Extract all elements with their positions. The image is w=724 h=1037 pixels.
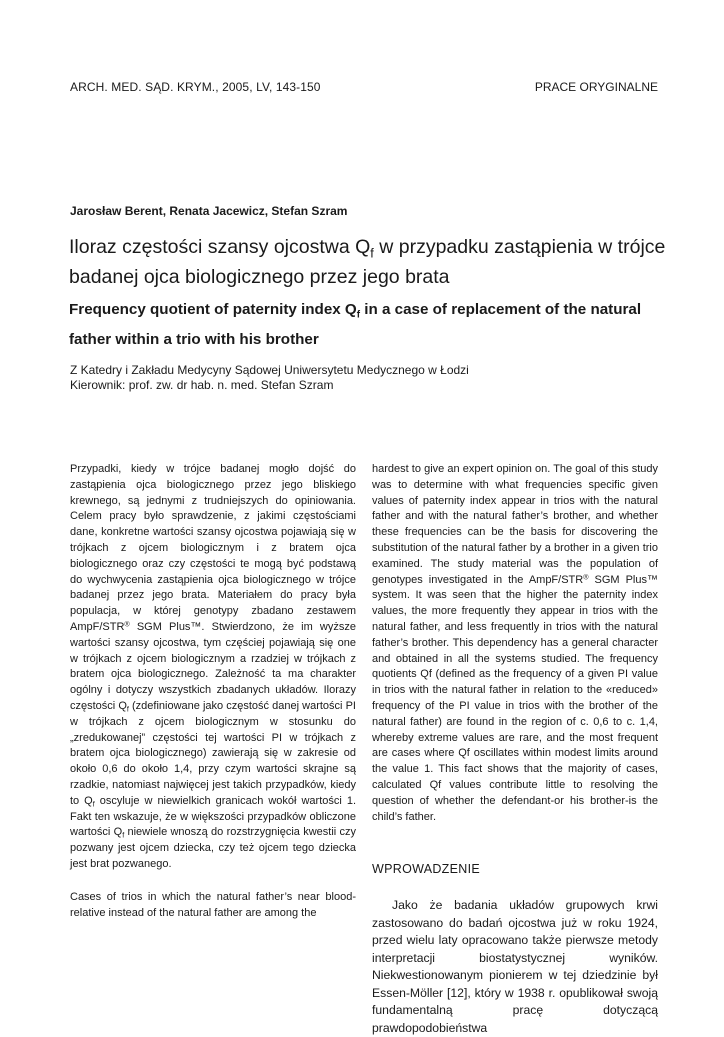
journal-citation: ARCH. MED. SĄD. KRYM., 2005, LV, 143-150 bbox=[70, 80, 321, 94]
title-polish-text-a: Iloraz częstości szansy ojcostwa Q bbox=[69, 236, 371, 258]
title-polish-text-b: w przypadku zastąpienia w trójce badanej ojca biologicznego przez jego brata bbox=[69, 236, 666, 288]
introduction-paragraph: Jako że badania układów grupowych krwi zastosowano do badań ojcostwa już w roku 1924, przed wielu laty opracowano także pierwsze metody interpretacji biostatystycznej wyników. Niekwestionowanym pionierem w tej dziedzinie był Essen-Möller [12], który w 1938 r. opublikował swoją fundamentalną pracę dotyczącą prawdopodobieństwa bbox=[372, 898, 658, 1035]
abstract-polish-part-1: Przypadki, kiedy w trójce badanej mogło dojść do zastąpienia ojca biologicznego przez jego bliskiego krewnego, są jednymi z trudniejszych do opiniowania. Celem pracy było sprawdzenie, z jakimi częstościami dane, konkretne wartości szansy ojcostwa pojawiają się w trójkach z ojcem biologicznym i z bratem ojca biologicznego oraz czy częstości te mogą być podstawą do wychwycenia zastąpienia ojca biologicznego w trójce badanej przez jego brata. Materiałem do pracy była populacja, w której genotypy zbadano zestawem AmpF/STR bbox=[70, 463, 356, 633]
abstract-english-part-1-continued: hardest to give an expert opinion on. The goal of this study was to determine with what frequencies specific given values of paternity index appear in trios with the natural father and with the natural father’s brother, and whether these frequencies can be the basis for discovering the substitution of the natural father by a brother in a given trio examined. The study material was the population of genotypes investigated in the AmpF/STR bbox=[372, 463, 658, 586]
abstract-polish-part-2: SGM Plus™. Stwierdzono, że im wyższe wartości szansy ojcostwa, tym częściej pojawiają się one w trójkach z ojcem biologicznym a rzadziej w trójkach z bratem ojca biologicznego. Zależność ta ma charakter ogólny i dotyczy wszystkich zbadanych układów. Ilorazy częstości Q bbox=[70, 620, 356, 712]
abstract-english-part-2: SGM Plus™ system. It was seen that the higher the paternity index values, the more frequently they appear in trios with the natural father, and less frequently in trios with the natural father’s brother. This dependency has a general character and obtained in all the systems studied. The frequency quotients Qf (defined as the frequency of a given PI value in trios with the natural father in relation to the «reduced» frequency of the PI value in trios with the brother of the natural father) are found in the region of c. 0,6 to c. 1,4, whereby extreme values are rare, and the most frequent are cases where Qf oscillates within modest limits around the value 1. This fact shows that the majority of cases, calculated Qf values contribute little to resolving the question of whether the defendant-or his brother-is the child’s father. bbox=[372, 573, 658, 823]
subscript-f: f bbox=[126, 705, 129, 714]
abstract-english-continued bbox=[372, 462, 658, 825]
title-polish-subscript: f bbox=[370, 246, 374, 261]
title-english bbox=[69, 295, 669, 355]
title-polish bbox=[69, 232, 669, 292]
title-english-text-b: in a case of replacement of the natural father within a trio with his brother bbox=[69, 301, 642, 348]
right-column bbox=[372, 462, 658, 1037]
abstract-polish-part-5: niewiele wnoszą do rozstrzygnięcia kwestii czy pozwany jest ojcem dziecka, czy też ojcem tego dziecka jest brat pozwanego. bbox=[70, 826, 356, 870]
registered-mark: ® bbox=[583, 573, 589, 582]
section-heading-introduction: WPROWADZENIE bbox=[372, 862, 480, 877]
title-english-text-a: Frequency quotient of paternity index Q bbox=[69, 301, 357, 318]
subscript-f: f bbox=[92, 800, 95, 809]
subscript-f: f bbox=[122, 831, 125, 840]
affiliation bbox=[70, 363, 469, 393]
left-column bbox=[70, 462, 356, 921]
abstract-polish-part-4: oscyluje w niewielkich granicach wokół wartości 1. Fakt ten wskazuje, że w większości przypadków obliczone wartości Q bbox=[70, 794, 356, 839]
registered-mark: ® bbox=[124, 620, 130, 629]
abstract-polish-part-3: (zdefiniowane jako częstość danej wartości PI w trójkach z ojcem biologicznym w stosunku do „zredukowanej” częstości tej wartości PI w trójkach z bratem ojca biologicznego) zawierają się w zakresie od około 0,6 do około 1,4, przy czym wartości skrajne są rzadkie, natomiast najwięcej jest takich przypadków, kiedy to Q bbox=[70, 699, 356, 807]
affiliation-head: Kierownik: prof. zw. dr hab. n. med. Stefan Szram bbox=[70, 378, 334, 392]
title-english-subscript: f bbox=[356, 309, 361, 321]
abstract-english-part-1: Cases of trios in which the natural father’s near blood-relative instead of the natural father are among the bbox=[70, 890, 356, 919]
affiliation-department: Z Katedry i Zakładu Medycyny Sądowej Uniwersytetu Medycznego w Łodzi bbox=[70, 363, 469, 377]
authors: Jarosław Berent, Renata Jacewicz, Stefan Szram bbox=[70, 204, 348, 218]
abstract-polish bbox=[70, 462, 356, 873]
abstract-english bbox=[70, 890, 356, 922]
section-label: PRACE ORYGINALNE bbox=[534, 80, 658, 94]
